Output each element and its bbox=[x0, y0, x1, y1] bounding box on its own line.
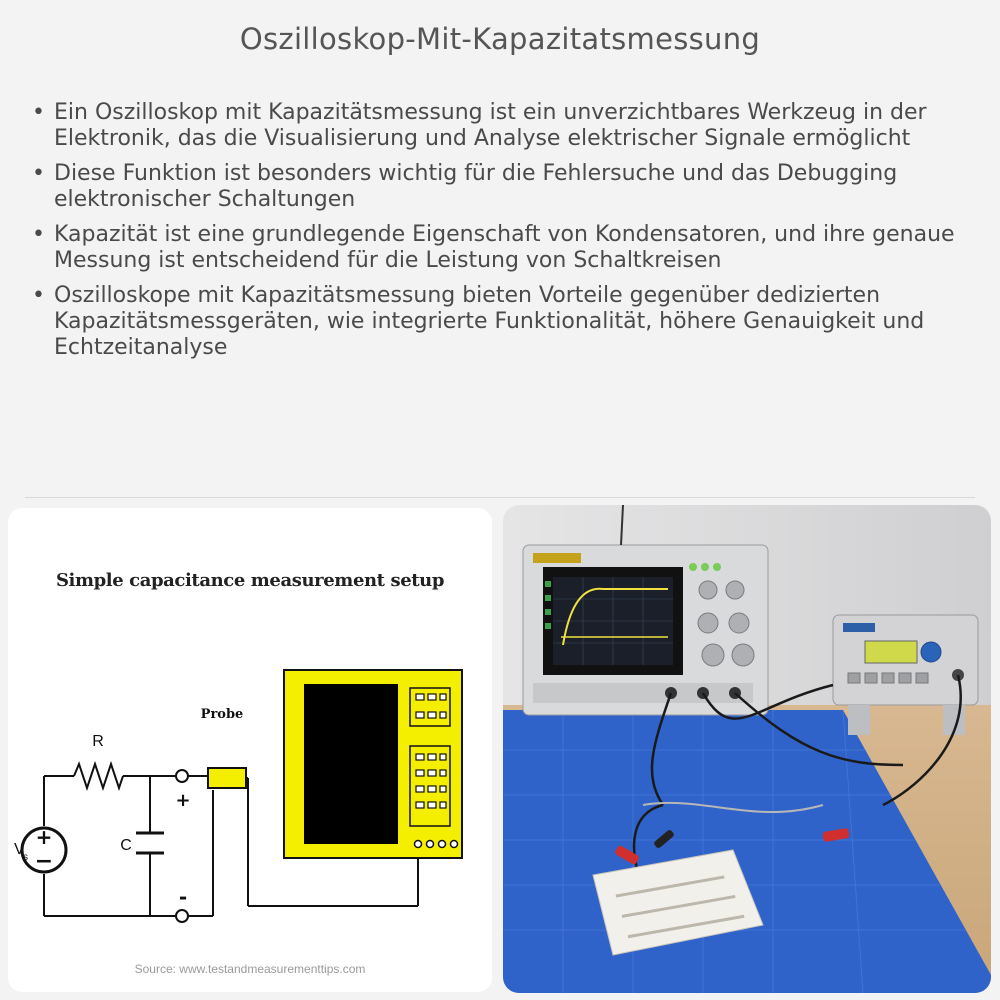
bullet-text: Ein Oszilloskop mit Kapazitätsmessung ist ein unverzichtbares Werkzeug in der Elektronik, das die Visualisierung und Analyse elektrischer Signale ermöglicht bbox=[54, 100, 927, 151]
resistor-symbol bbox=[74, 764, 123, 788]
bullet-dot-icon: • bbox=[32, 161, 45, 186]
bullet-item bbox=[30, 283, 970, 361]
bullet-text: Diese Funktion ist besonders wichtig für die Fehlersuche und das Debugging elektronischer Schaltungen bbox=[54, 161, 898, 212]
svg-text:+: + bbox=[35, 825, 53, 849]
source-label: V bbox=[14, 841, 25, 858]
divider bbox=[25, 497, 975, 498]
bullet-dot-icon: • bbox=[32, 222, 45, 247]
source-note: Source: www.testandmeasurementtips.com bbox=[134, 962, 366, 976]
bullet-dot-icon: • bbox=[32, 283, 45, 308]
bullet-list bbox=[30, 100, 970, 370]
bullet-dot-icon: • bbox=[32, 100, 45, 125]
svg-text:−: − bbox=[34, 849, 54, 874]
resistor-label: R bbox=[92, 733, 104, 750]
probe-symbol bbox=[208, 768, 246, 788]
minus-label: - bbox=[178, 885, 188, 909]
bullet-text: Oszilloskope mit Kapazitätsmessung bieten Vorteile gegenüber dedizierten Kapazitätsmessgeräten, wie integrierte Funktionalität, höhere Genauigkeit und Echtzeitanalyse bbox=[54, 283, 925, 360]
page-title: Oszilloskop-Mit-Kapazitatsmessung bbox=[239, 22, 761, 56]
probe-label: Probe bbox=[200, 707, 244, 722]
oscilloscope-device bbox=[523, 545, 768, 715]
scope-screen bbox=[304, 684, 398, 844]
lab-photo-illustration bbox=[503, 505, 991, 993]
bullet-item bbox=[30, 222, 970, 274]
photo-panel bbox=[503, 505, 991, 993]
bullet-item bbox=[30, 100, 970, 152]
source-subscript: s bbox=[23, 852, 28, 863]
diagram-panel bbox=[8, 508, 492, 992]
bullet-text: Kapazität ist eine grundlegende Eigenschaft von Kondensatoren, und ihre genaue Messung ist entscheidend für die Leistung von Schaltkreisen bbox=[54, 222, 955, 273]
plus-label: + bbox=[175, 790, 191, 811]
diagram-title: Simple capacitance measurement setup bbox=[55, 570, 445, 591]
capacitor-label: C bbox=[120, 837, 132, 854]
bullet-item bbox=[30, 161, 970, 213]
